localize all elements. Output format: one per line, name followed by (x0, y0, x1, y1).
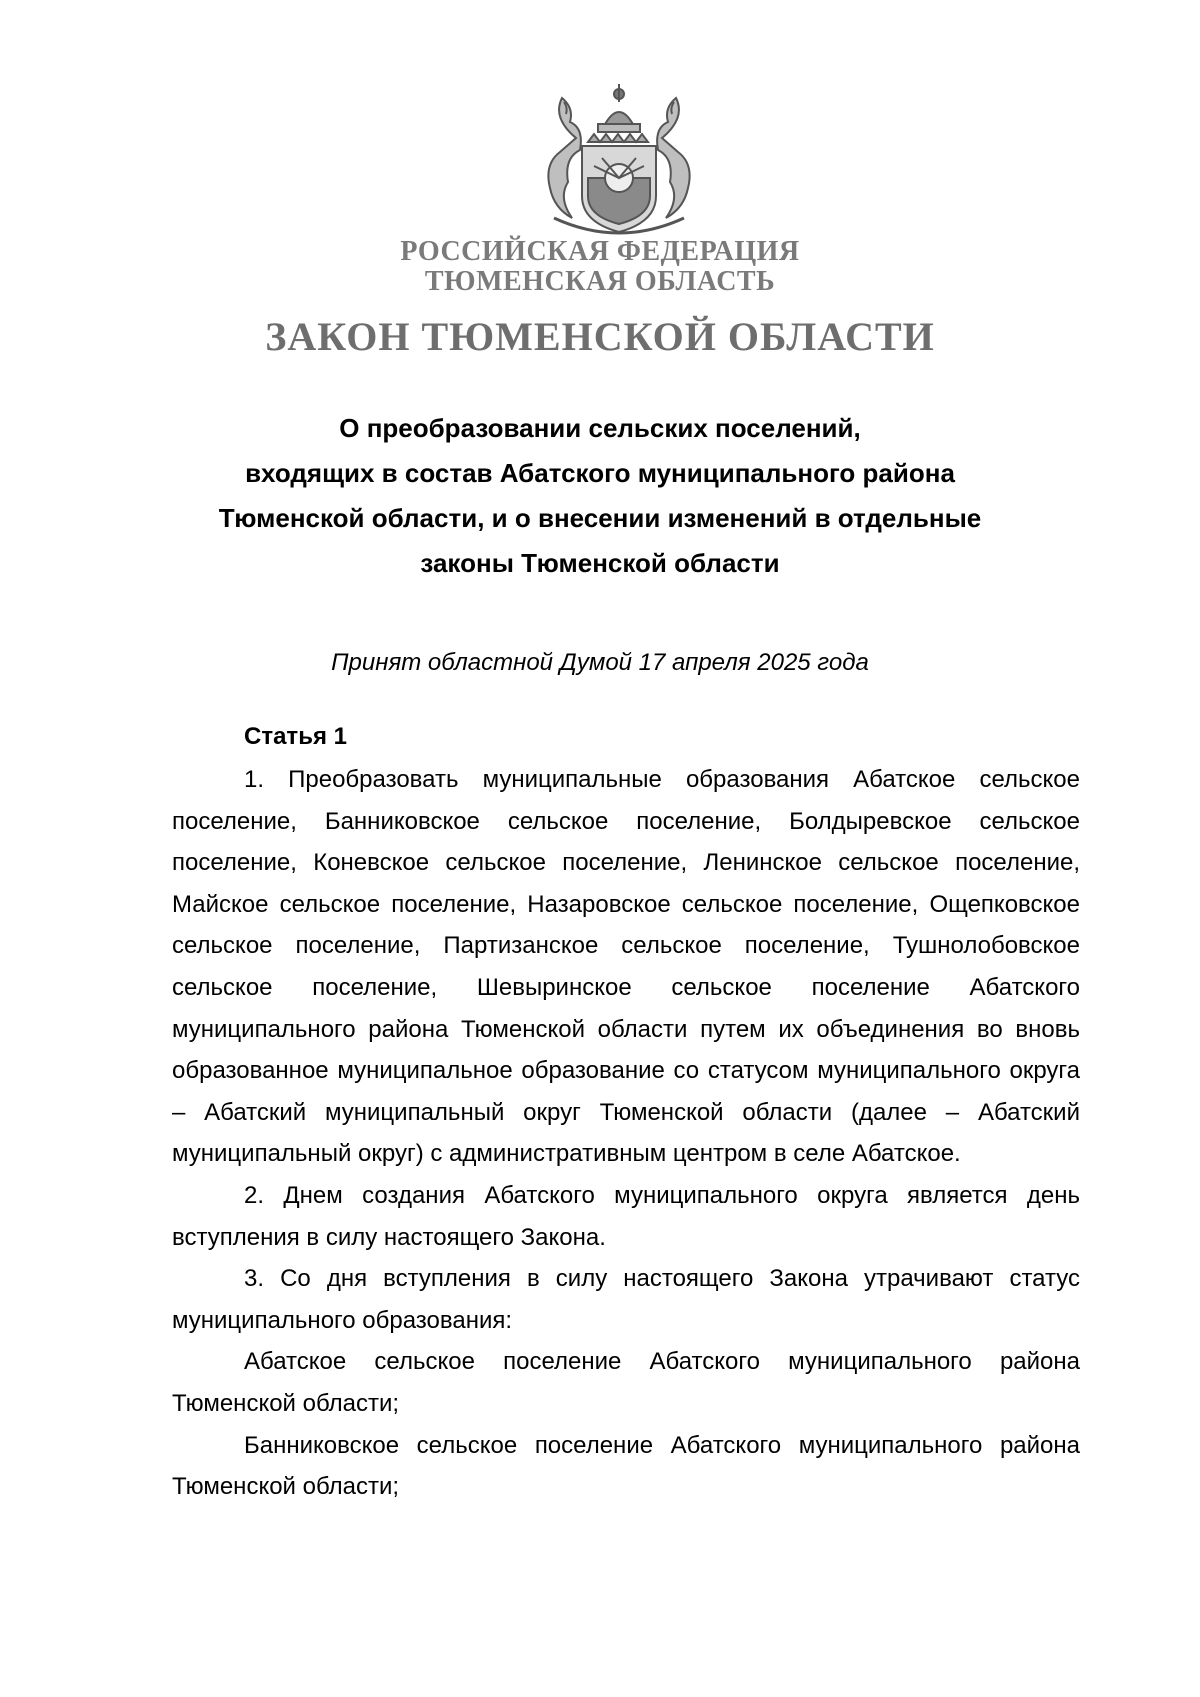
law-title-line: законы Тюменской области (420, 548, 780, 578)
article-paragraph: 3. Со дня вступления в силу настоящего Закона утрачивают статус муниципального образования: (172, 1265, 1080, 1334)
law-title-line: Тюменской области, и о внесении изменений в отдельные (218, 503, 982, 533)
tyumen-coat-of-arms-icon (524, 78, 714, 238)
article-paragraph: 2. Днем создания Абатского муниципального округа является день вступления в силу настоящего Закона. (172, 1181, 1080, 1251)
article-paragraph: Абатское сельское поселение Абатского муниципального района Тюменской области; (172, 1348, 1080, 1417)
header-country: РОССИЙСКАЯ ФЕДЕРАЦИЯ (400, 236, 800, 267)
law-title (150, 406, 1050, 586)
header-doc-type: ЗАКОН ТЮМЕНСКОЙ ОБЛАСТИ (265, 314, 935, 359)
header-region: ТЮМЕНСКАЯ ОБЛАСТЬ (424, 266, 776, 297)
article-paragraph: Банниковское сельское поселение Абатского муниципального района Тюменской области; (172, 1431, 1080, 1501)
article-heading: Статья 1 (244, 723, 347, 750)
article-body (172, 759, 1080, 1508)
law-title-line: входящих в состав Абатского муниципального района (245, 458, 955, 488)
adoption-date: Принят областной Думой 17 апреля 2025 года (331, 649, 869, 676)
law-title-line: О преобразовании сельских поселений, (339, 413, 861, 443)
article-paragraph: 1. Преобразовать муниципальные образования Абатское сельское поселение, Банниковское сельское поселение, Болдыревское сельское поселение, Коневское сельское поселение, Ленинское сельское поселение, Майское сельское поселение, Назаровское сельское поселение, Ощепковское сельское поселение, Партизанское сельское поселение, Тушнолобовское сельское поселение, Шевыринское сельское поселение Абатского муниципального района Тюменской области путем их объединения во вновь образованное муниципальное образование со статусом муниципального округа – Абатский муниципальный округ Тюменской области (далее – Абатский муниципальный округ) с административным центром в селе Абатское. (172, 766, 1080, 1168)
